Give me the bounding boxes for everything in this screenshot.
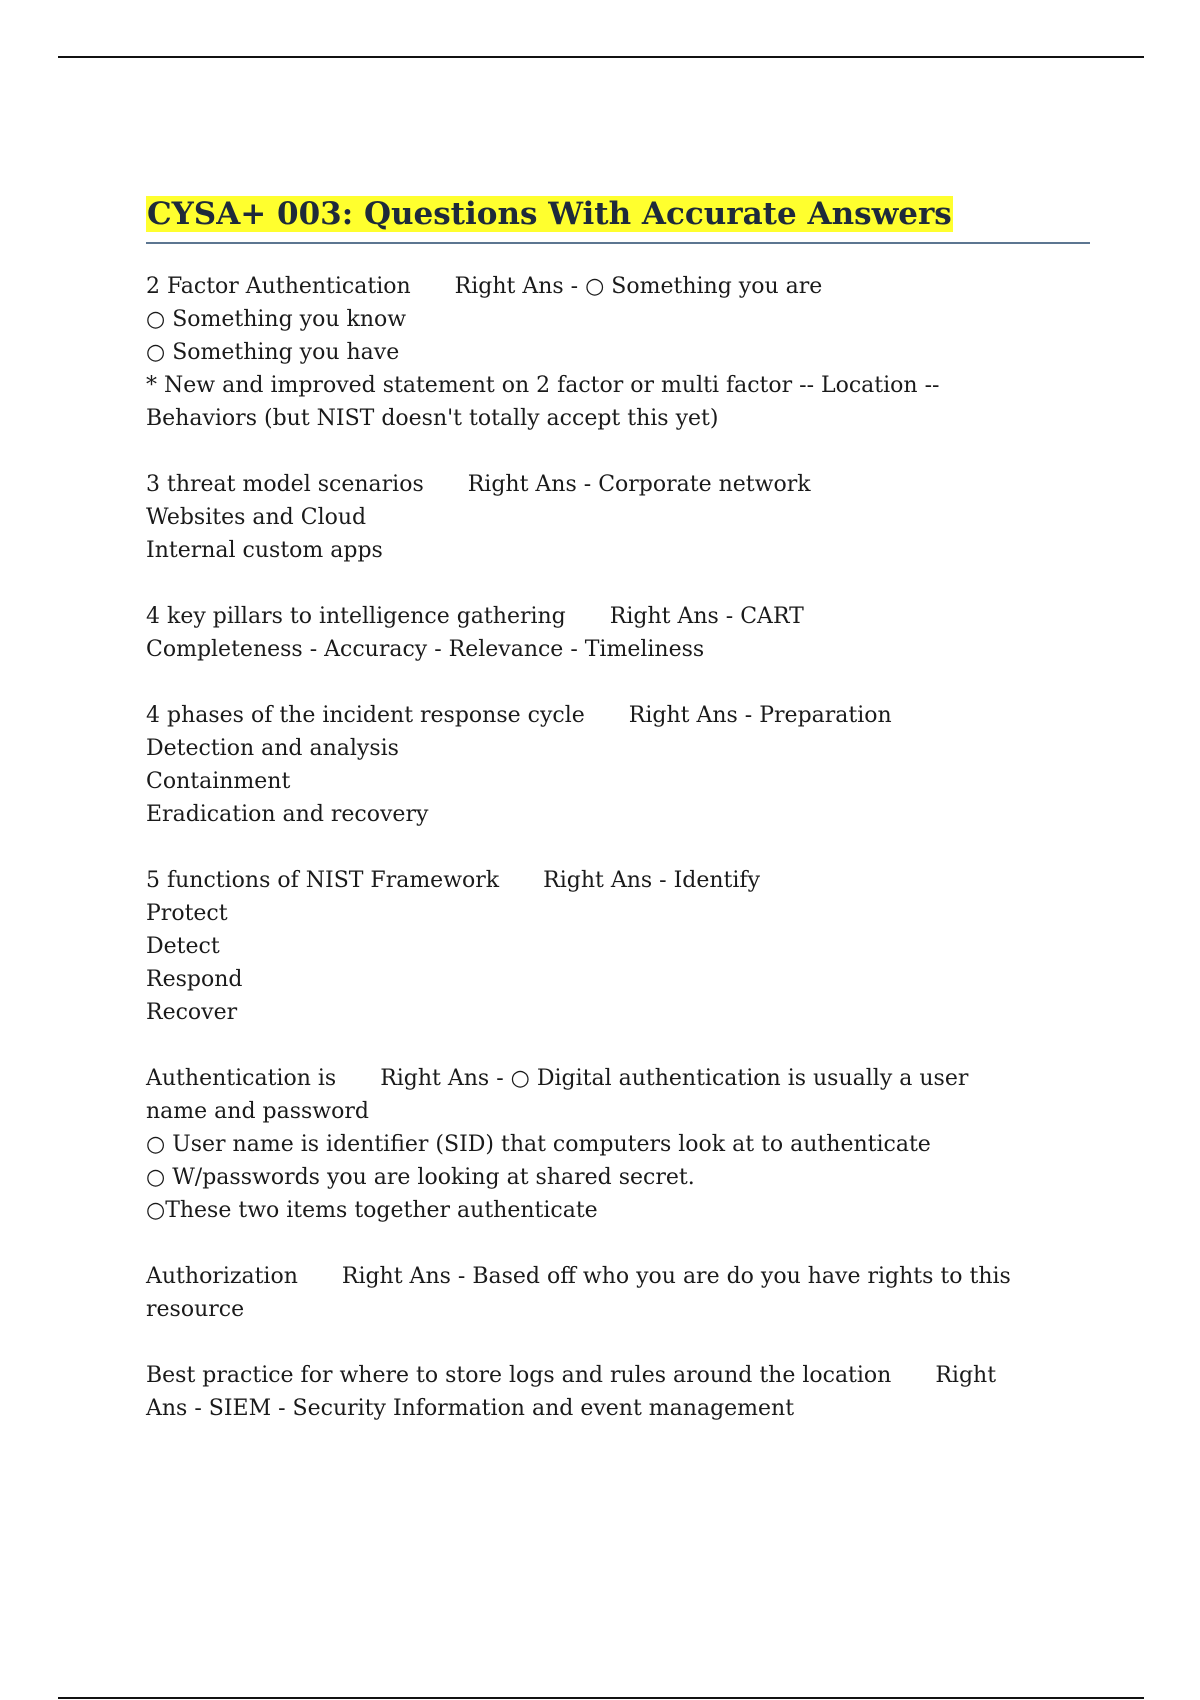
flashcard-answer-line: Protect — [146, 901, 228, 926]
answer-prefix: Right Ans - — [628, 703, 760, 728]
answer-prefix: Right Ans - — [454, 274, 586, 299]
flashcard — [146, 864, 1090, 1029]
flashcard-term: 4 phases of the incident response cycle — [146, 703, 585, 728]
flashcard — [146, 1260, 1090, 1326]
flashcard-answer-line: Respond — [146, 967, 243, 992]
flashcard-answer-line: ○ Something you know — [146, 307, 407, 332]
flashcard-answer: Corporate network — [598, 472, 811, 497]
flashcard — [146, 699, 1090, 831]
flashcard-answer-line: ○ Something you have — [146, 340, 400, 365]
flashcard-term: Best practice for where to store logs and rules around the location — [146, 1363, 892, 1388]
flashcard-answer-line: name and password — [146, 1099, 369, 1124]
title-underline — [146, 242, 1090, 244]
flashcard-answer: Preparation — [759, 703, 892, 728]
header-rule — [58, 56, 1144, 58]
flashcard-term: 5 functions of NIST Framework — [146, 868, 500, 893]
flashcard-first-line — [146, 864, 1090, 897]
flashcard-answer-line: Behaviors (but NIST doesn't totally accept this yet) — [146, 406, 719, 431]
answer-prefix: Right — [935, 1363, 997, 1388]
flashcard-answer-line: ○ User name is identifier (SID) that computers look at to authenticate — [146, 1132, 931, 1157]
flashcard-first-line — [146, 600, 1090, 633]
answer-prefix: Right Ans - — [380, 1066, 511, 1091]
flashcard — [146, 468, 1090, 567]
flashcard-first-line — [146, 699, 1090, 732]
flashcard-term: 2 Factor Authentication — [146, 274, 411, 299]
flashcard-answer: ○ Digital authentication is usually a user — [510, 1066, 969, 1091]
flashcard-term: 4 key pillars to intelligence gathering — [146, 604, 566, 629]
flashcard-answer-line: * New and improved statement on 2 factor or multi factor -- Location -- — [146, 373, 940, 398]
flashcard-answer: Identify — [673, 868, 761, 893]
flashcard-first-line — [146, 270, 1090, 303]
flashcard-first-line — [146, 1359, 1090, 1392]
flashcard-answer-line: Websites and Cloud — [146, 505, 367, 530]
flashcard-term: 3 threat model scenarios — [146, 472, 424, 497]
answer-prefix: Right Ans - — [543, 868, 674, 893]
flashcard-term: Authentication is — [146, 1066, 337, 1091]
flashcard-answer-line: Recover — [146, 1000, 238, 1025]
answer-prefix: Right Ans - — [341, 1264, 473, 1289]
flashcard-answer: ○ Something you are — [585, 274, 823, 299]
flashcard — [146, 600, 1090, 666]
flashcard-answer-line: ○These two items together authenticate — [146, 1198, 598, 1223]
flashcard-first-line — [146, 1062, 1090, 1095]
flashcard — [146, 270, 1090, 435]
flashcard-first-line — [146, 1260, 1090, 1293]
answer-prefix: Ans - — [146, 1396, 209, 1421]
flashcard — [146, 1062, 1090, 1227]
flashcard-answer: SIEM - Security Information and event management — [208, 1396, 795, 1421]
flashcard-answer-line: resource — [146, 1297, 245, 1322]
title-highlight: CYSA+ 003: Questions With Accurate Answers — [147, 196, 952, 232]
flashcard-term: Authorization — [146, 1264, 298, 1289]
flashcard-answer-line: Internal custom apps — [146, 538, 383, 563]
flashcard-answer: Based off who you are do you have rights to this — [472, 1264, 1011, 1289]
flashcard-answer-line: Eradication and recovery — [146, 802, 429, 827]
answer-prefix: Right Ans - — [467, 472, 599, 497]
flashcard-answer-line: Detect — [146, 934, 220, 959]
document-title — [146, 192, 1090, 236]
flashcard-answer-line: Detection and analysis — [146, 736, 399, 761]
flashcard-list — [146, 270, 1090, 1425]
flashcard-first-line — [146, 468, 1090, 501]
flashcard — [146, 1359, 1090, 1425]
answer-prefix: Right Ans - — [609, 604, 741, 629]
flashcard-answer-line: ○ W/passwords you are looking at shared secret. — [146, 1165, 695, 1190]
footer-rule — [58, 1697, 1144, 1699]
document-body — [146, 192, 1090, 1458]
flashcard-answer: CART — [740, 604, 804, 629]
flashcard-answer-line: Containment — [146, 769, 291, 794]
flashcard-answer-line: Completeness - Accuracy - Relevance - Timeliness — [146, 637, 705, 662]
flashcard-answer-line — [146, 1392, 1090, 1425]
